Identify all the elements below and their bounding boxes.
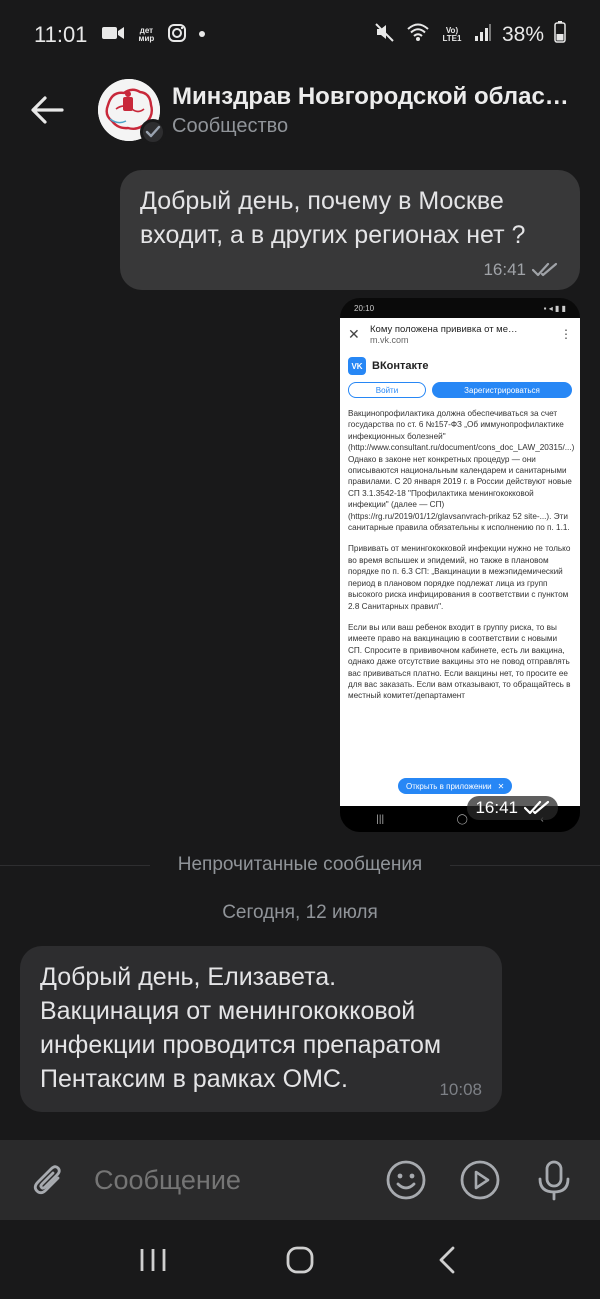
- message-composer: [0, 1140, 600, 1220]
- video-camera-icon: [101, 25, 125, 46]
- home-icon: ◯: [456, 813, 468, 825]
- screenshot-register-button: Зарегистрироваться: [432, 382, 572, 398]
- screenshot-status-bar: 20:10 ▪ ◂ ▮ ▮: [354, 303, 566, 313]
- status-left-icons: [101, 23, 207, 48]
- message-time: 16:41: [475, 798, 518, 817]
- more-vertical-icon: ⋮: [560, 327, 572, 341]
- recent-apps-icon: [138, 1246, 168, 1274]
- unread-divider: [0, 852, 600, 878]
- composer-actions: [382, 1156, 578, 1204]
- voice-message-button[interactable]: [530, 1156, 578, 1204]
- unread-divider-label: Непрочитанные сообщения: [177, 854, 423, 875]
- message-text: Добрый день, Елизавета. Вакцинация от менингококковой инфекции проводится препаратом Пентаксим в рамках ОМС.: [40, 963, 442, 1093]
- chevron-left-icon: [437, 1245, 457, 1275]
- chat-subtitle: Сообщество: [172, 114, 289, 137]
- divider-line: [0, 865, 150, 866]
- chat-title: Минздрав Новгородской облас…: [172, 82, 569, 110]
- close-icon: ✕: [348, 325, 360, 342]
- battery-icon: [554, 21, 566, 49]
- double-check-icon: [524, 800, 550, 816]
- notification-dot-icon: [197, 26, 207, 44]
- attach-button[interactable]: [22, 1154, 74, 1206]
- arrow-left-icon: [30, 95, 64, 125]
- outgoing-message[interactable]: [120, 170, 580, 290]
- play-circle-icon: [459, 1159, 501, 1201]
- recent-apps-button[interactable]: [123, 1230, 183, 1290]
- signal-icon: [474, 22, 492, 48]
- screenshot-open-app-button: [398, 778, 512, 794]
- community-avatar[interactable]: [98, 79, 160, 141]
- status-bar: [0, 0, 600, 70]
- mute-icon: [374, 21, 396, 49]
- status-right-icons: [374, 21, 566, 49]
- video-message-button[interactable]: [456, 1156, 504, 1204]
- chat-header-info[interactable]: [172, 83, 590, 138]
- battery-percent: 38%: [501, 23, 544, 46]
- screenshot-page-title: Кому положена прививка от ме…: [370, 323, 518, 335]
- date-separator: Сегодня, 12 июля: [222, 902, 378, 923]
- screenshot-time: 20:10: [354, 303, 375, 313]
- screenshot-brand: ВКонтакте: [372, 360, 429, 372]
- message-time: 10:08: [439, 1080, 482, 1099]
- screenshot-vk-header: [348, 354, 572, 378]
- screenshot-paragraph: Вакцинопрофилактика должна обеспечиваться за счет государства по ст. 6 №157-ФЗ „Об иммунопрофилактике инфекционных болезней" (http://www.consultant.ru/document/cons_doc_LAW_20315/...) Однако в законе нет конкретных процедур — они описываются национальным календарем и санитарными правилами. С 20 января 2019 г. в России действуют новые СП 3.1.3542-18 "Профилактика менингококковой инфекции" (далее — СП) (https://rg.ru/2019/01/12/glavsanvrach-prikaz 52 site-...). Эти санитарные правила обязательны к исполнению по п. 1.1.: [348, 409, 575, 533]
- incoming-message[interactable]: [20, 946, 502, 1112]
- chat-header: [0, 70, 600, 150]
- recent-apps-icon: |||: [376, 813, 385, 825]
- wifi-icon: [406, 22, 430, 48]
- photo-message-meta: [467, 796, 558, 820]
- message-meta: [439, 1080, 482, 1100]
- status-time: 11:01: [34, 22, 88, 47]
- message-time: 16:41: [483, 260, 526, 279]
- screenshot-url-bar: [340, 318, 580, 350]
- back-button[interactable]: [22, 85, 72, 135]
- screenshot-page: [340, 350, 580, 808]
- screenshot-paragraph: Если вы или ваш ребенок входит в группу риска, то вы имеете право на вакцинацию в соответствии с новыми СП. Спросите в прививочном кабинете, есть ли вакцина, однако даже отсутствие вакцины это не повод отправлять вас прививаться платно. Если вакцины нет, то просите ее для вас заказать. Если вам отказывают, то обращайтесь в местный комитет/департамент: [348, 622, 571, 701]
- emoji-button[interactable]: [382, 1156, 430, 1204]
- verified-badge: [140, 119, 166, 145]
- message-text: Добрый день, почему в Москве входит, а в других регионах нет ?: [140, 187, 526, 249]
- microphone-icon: [536, 1159, 572, 1201]
- screenshot-paragraph: Прививать от менингококковой инфекции нужно не только во время вспышек и эпидемий, но также в плановом порядке по п. 6.3 СП: „Вакцинации в межэпидемический период в плановом порядке подлежат лица из групп высокого риска инфицирования в соответствии с пунктом 2.8 Санитарных правил".: [348, 544, 571, 611]
- checkmark-icon: [145, 125, 161, 139]
- photo-message[interactable]: [340, 298, 580, 832]
- volte-icon: Vo) LTE1: [442, 26, 462, 43]
- screenshot-auth-buttons: [348, 382, 572, 398]
- double-check-icon: [532, 262, 558, 278]
- divider-line: [450, 865, 600, 866]
- screenshot-page-url: m.vk.com: [370, 334, 409, 345]
- instagram-icon: [167, 23, 187, 48]
- home-button[interactable]: [270, 1230, 330, 1290]
- message-meta: [483, 260, 558, 280]
- vk-logo-icon: VK: [348, 357, 366, 375]
- detmir-app-icon: дет мир: [138, 26, 155, 43]
- home-icon: [285, 1245, 315, 1275]
- close-icon: ✕: [497, 781, 505, 791]
- system-back-button[interactable]: [417, 1230, 477, 1290]
- screenshot-open-app-label: Открыть в приложении: [406, 781, 492, 791]
- paperclip-icon: [31, 1161, 65, 1199]
- smile-icon: [385, 1159, 427, 1201]
- screenshot-login-button: Войти: [348, 382, 426, 398]
- system-nav-bar: [0, 1220, 600, 1299]
- message-input[interactable]: [94, 1165, 354, 1196]
